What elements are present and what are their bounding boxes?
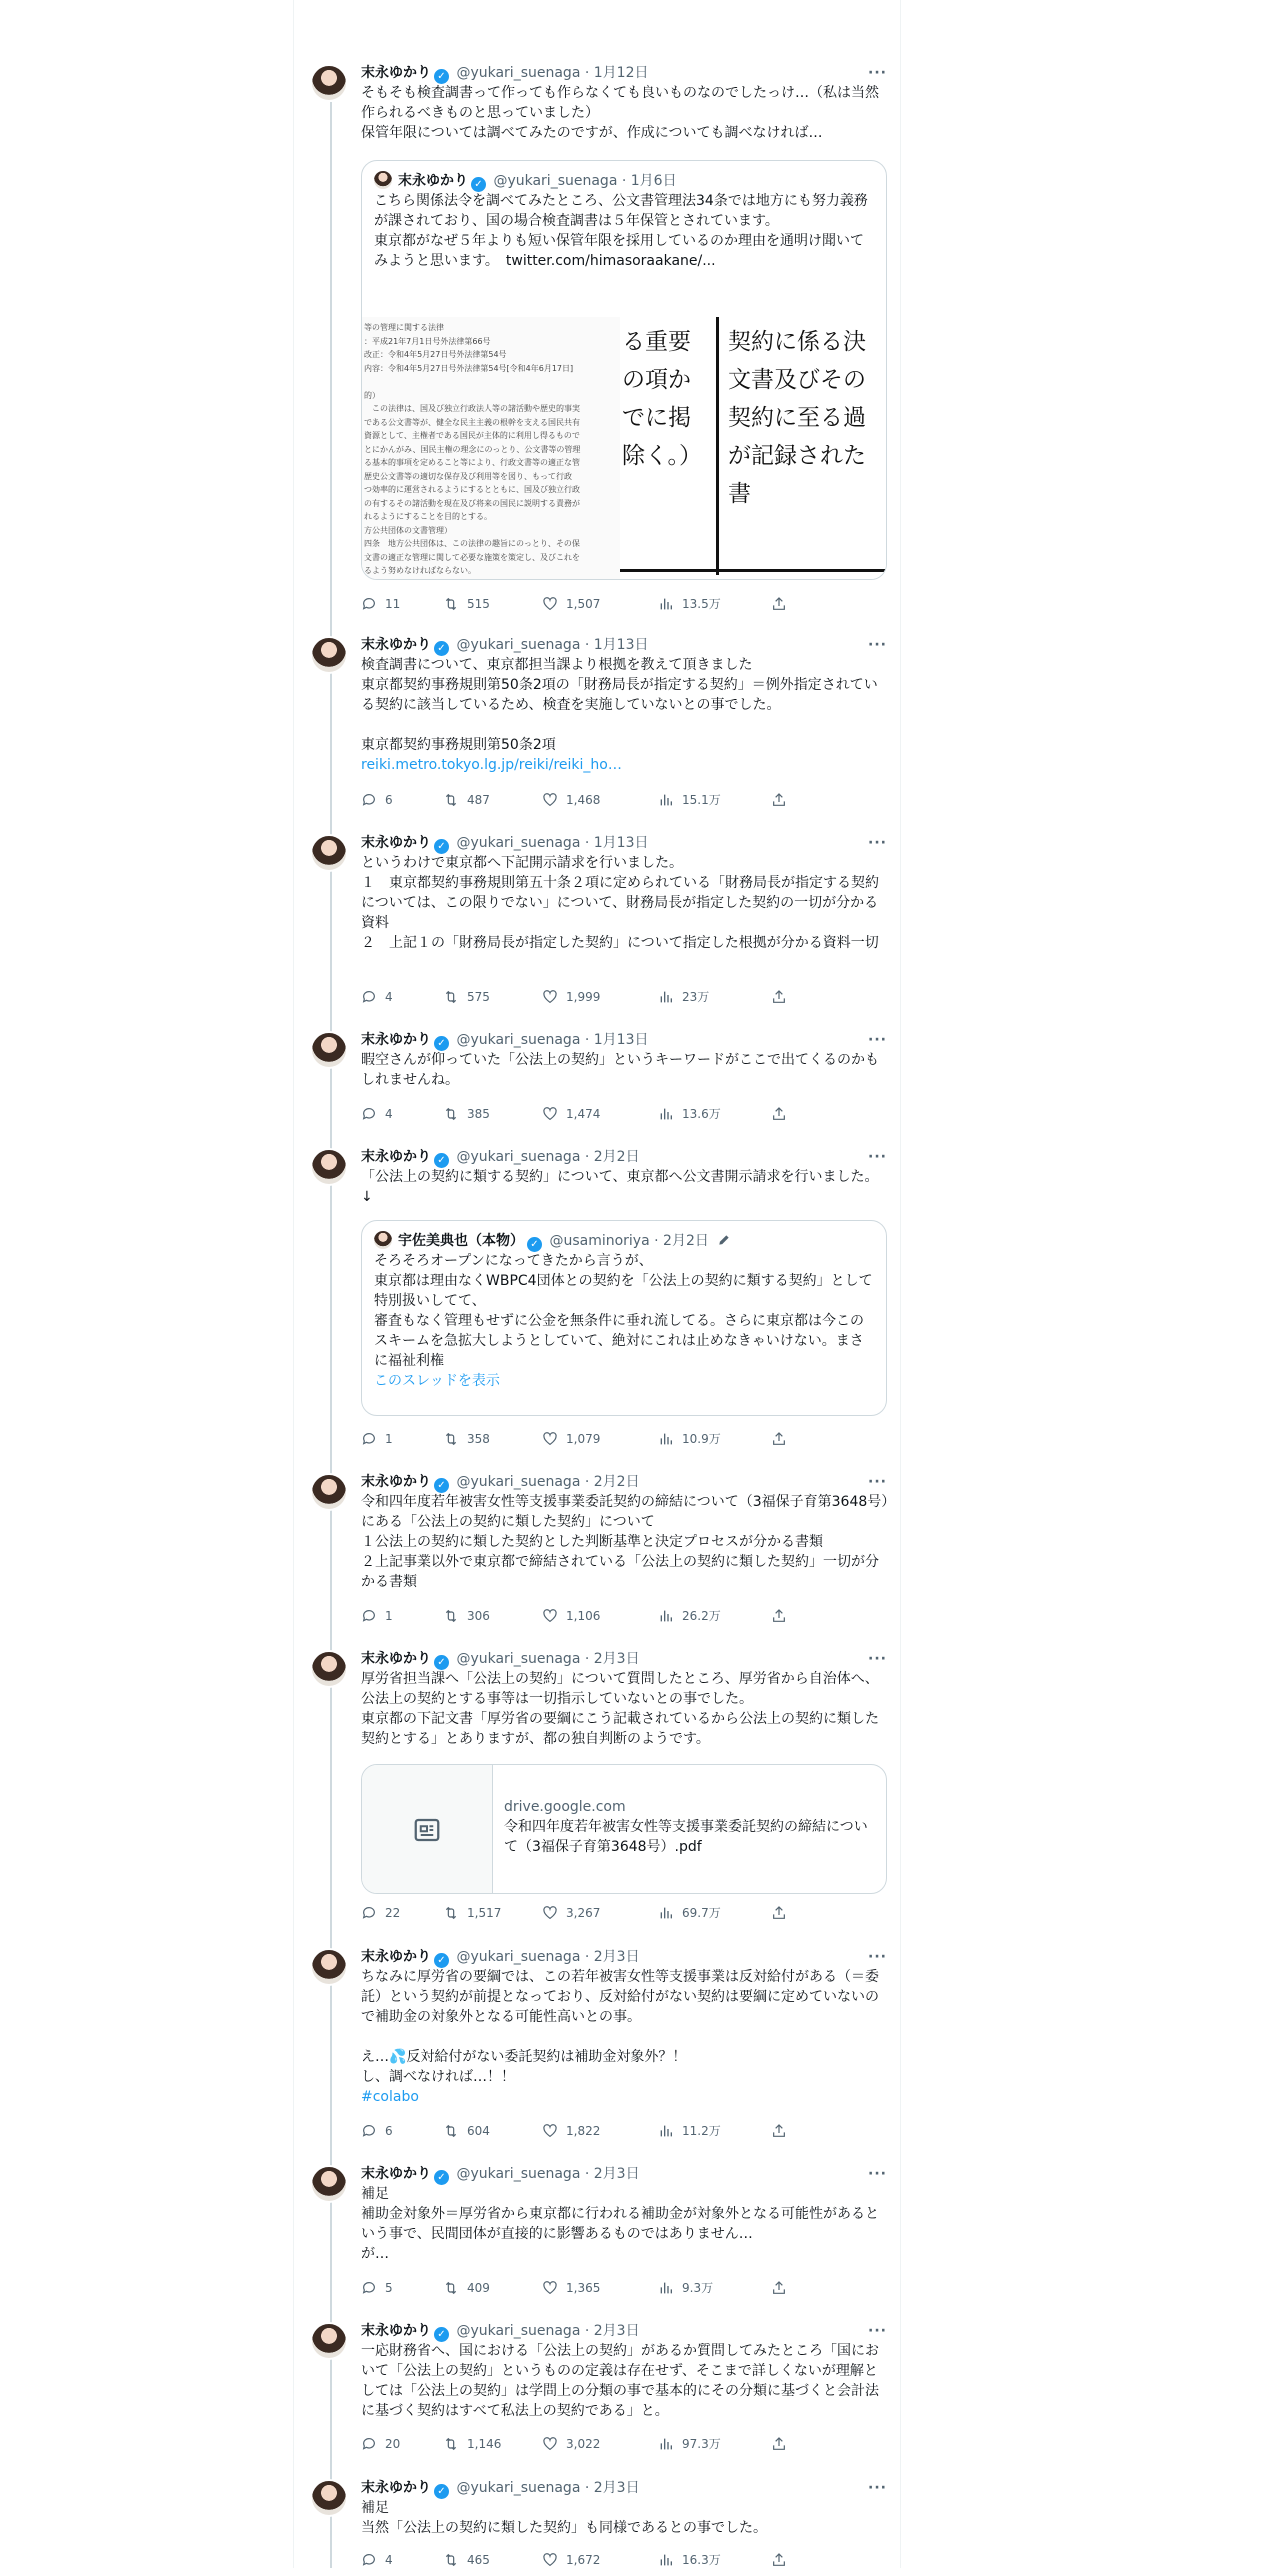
more-icon[interactable]: ··· xyxy=(868,2480,887,2496)
tweet-header: 末永ゆかり ✓ @yukari_suenaga · 2月2日 ··· xyxy=(361,1474,887,1491)
author-handle[interactable]: @yukari_suenaga xyxy=(456,65,581,81)
share-icon xyxy=(771,2280,787,2296)
tweet-text: 暇空さんが仰っていた「公法上の契約」というキーワードがここで出てくるのかもしれませんね。 xyxy=(361,1052,879,1088)
views-icon xyxy=(658,989,674,1005)
verified-icon: ✓ xyxy=(527,1237,542,1252)
quote-date: 1月6日 xyxy=(630,173,677,189)
tweet-date[interactable]: 1月13日 xyxy=(593,637,649,653)
heart-icon xyxy=(542,2280,558,2296)
avatar[interactable] xyxy=(310,1473,348,1511)
views-button[interactable]: 10.9万 xyxy=(658,1429,721,1449)
document-line: 資源として、主権者である国民が主体的に利用し得るもので xyxy=(364,431,580,440)
tweet-header: 末永ゆかり ✓ @yukari_suenaga · 1月12日 ··· xyxy=(361,65,887,82)
share-icon xyxy=(771,596,787,612)
quoted-tweet[interactable] xyxy=(361,1220,887,1416)
like-button[interactable]: 3,267 xyxy=(542,1903,600,1923)
document-line: 改正：令和4年5月27日号外法律第54号 xyxy=(364,350,507,359)
reply-icon xyxy=(361,792,377,808)
card-thumbnail xyxy=(362,1765,493,1893)
document-icon xyxy=(412,1815,442,1845)
tweet-header: 末永ゆかり ✓ @yukari_suenaga · 2月3日 ··· xyxy=(361,2166,887,2183)
views-icon xyxy=(658,2436,674,2452)
document-line: この法律は、国及び独立行政法人等の諸活動や歴史的事実 xyxy=(364,404,580,413)
author-name[interactable]: 末永ゆかり xyxy=(361,2166,431,2182)
retweet-icon xyxy=(443,1431,459,1447)
views-icon xyxy=(658,1905,674,1921)
retweet-button[interactable]: 358 xyxy=(443,1429,490,1449)
verified-icon: ✓ xyxy=(434,69,449,84)
reply-button[interactable]: 6 xyxy=(361,790,393,810)
heart-icon xyxy=(542,1608,558,1624)
tweet-text: 補足 補助金対象外＝厚労省から東京都に行われる補助金が対象外となる可能性があるという事で、民間団体が直接的に影響あるものではありません… が… xyxy=(361,2186,879,2262)
reply-icon xyxy=(361,1905,377,1921)
quoted-tweet[interactable] xyxy=(361,160,887,580)
verified-icon: ✓ xyxy=(434,2327,449,2342)
share-button[interactable] xyxy=(771,1606,795,1626)
pencil-icon xyxy=(717,1233,731,1247)
like-button[interactable]: 3,022 xyxy=(542,2434,600,2454)
views-icon xyxy=(658,596,674,612)
quote-text: そろそろオープンになってきたから言うが、 東京都は理由なくWBPC4団体との契約を「公法上の契約に類する契約」として特別扱いしてて、 審査もなく管理もせずに公金を無条件に垂れ流してる。さらに東京都は今このスキームを急拡大しようとしていて、絶対にこれは止めなきゃいけない。まさに福祉利権 xyxy=(374,1253,873,1369)
heart-icon xyxy=(542,989,558,1005)
verified-icon: ✓ xyxy=(434,2170,449,2185)
views-button[interactable]: 23万 xyxy=(658,987,709,1007)
avatar[interactable] xyxy=(310,834,348,872)
verified-icon: ✓ xyxy=(471,177,486,192)
reply-button[interactable]: 4 xyxy=(361,2550,393,2570)
share-button[interactable] xyxy=(771,1104,795,1124)
retweet-icon xyxy=(443,2436,459,2452)
zoomed-text-left: る重要 の項か でに掲 除く。） xyxy=(622,329,703,469)
verified-icon: ✓ xyxy=(434,1036,449,1051)
author-name[interactable]: 末永ゆかり xyxy=(361,637,431,653)
share-icon xyxy=(771,1608,787,1624)
retweet-button[interactable]: 1,146 xyxy=(443,2434,501,2454)
views-button[interactable]: 16.3万 xyxy=(658,2550,721,2570)
views-icon xyxy=(658,2123,674,2139)
tweet-text: 令和四年度若年被害女性等支援事業委託契約の締結について（3福保子育第3648号）にある「公法上の契約に類した契約」について １公法上の契約に類した契約とした判断基準と決定プロセスが分かる書類 ２上記事業以外で東京都で締結されている「公法上の契約に類した契約」一切が分かる書類 xyxy=(361,1494,889,1590)
document-line: 文書の適正な管理に関して必要な施策を策定し、及びこれを xyxy=(364,552,580,562)
verified-icon: ✓ xyxy=(434,2484,449,2499)
reply-icon xyxy=(361,2552,377,2568)
share-button[interactable] xyxy=(771,2121,795,2141)
retweet-icon xyxy=(443,1905,459,1921)
tweet-actions xyxy=(361,2121,791,2141)
author-handle[interactable]: @yukari_suenaga xyxy=(456,1474,581,1490)
author-name[interactable]: 末永ゆかり xyxy=(361,1032,431,1048)
tweet-header: 末永ゆかり ✓ @yukari_suenaga · 1月13日 ··· xyxy=(361,1032,887,1049)
heart-icon xyxy=(542,2436,558,2452)
tweet-text: 補足 当然「公法上の契約に類した契約」も同様であるとの事でした。 xyxy=(361,2500,767,2536)
tweet-header: 末永ゆかり ✓ @yukari_suenaga · 2月3日 ··· xyxy=(361,1651,887,1668)
reply-button[interactable]: 6 xyxy=(361,2121,393,2141)
document-text-lines xyxy=(362,317,620,579)
author-name[interactable]: 末永ゆかり xyxy=(361,2480,431,2496)
card-title: 令和四年度若年被害女性等支援事業委託契約の締結について（3福保子育第3648号）.pdf xyxy=(504,1819,868,1855)
more-icon[interactable]: ··· xyxy=(868,1949,887,1965)
table-divider xyxy=(716,317,719,575)
reply-icon xyxy=(361,596,377,612)
author-name[interactable]: 末永ゆかり xyxy=(361,1949,431,1965)
avatar[interactable] xyxy=(310,64,348,102)
views-button[interactable]: 11.2万 xyxy=(658,2121,721,2141)
avatar[interactable] xyxy=(310,636,348,674)
more-icon[interactable]: ··· xyxy=(868,1149,887,1165)
tweet-date[interactable]: 1月12日 xyxy=(593,65,649,81)
tweet-actions xyxy=(361,1429,791,1449)
share-icon xyxy=(771,2552,787,2568)
share-button[interactable] xyxy=(771,1429,795,1449)
views-button[interactable]: 69.7万 xyxy=(658,1903,721,1923)
heart-icon xyxy=(542,1905,558,1921)
share-button[interactable] xyxy=(771,594,795,614)
document-line: るよう努めなければならない。 xyxy=(364,566,476,575)
avatar[interactable] xyxy=(310,2479,348,2517)
share-button[interactable] xyxy=(771,2434,795,2454)
views-button[interactable]: 13.6万 xyxy=(658,1104,721,1124)
views-button[interactable]: 15.1万 xyxy=(658,790,721,810)
like-button[interactable]: 1,822 xyxy=(542,2121,600,2141)
tweet-actions xyxy=(361,594,791,614)
quote-date: 2月2日 xyxy=(663,1233,709,1249)
share-button[interactable] xyxy=(771,2278,795,2298)
reply-button[interactable]: 1 xyxy=(361,1429,393,1449)
views-icon xyxy=(658,1106,674,1122)
tweet-link[interactable]: reiki.metro.tokyo.lg.jp/reiki/reiki_ho… xyxy=(361,757,622,773)
views-button[interactable]: 97.3万 xyxy=(658,2434,721,2454)
hashtag-link[interactable]: #colabo xyxy=(361,2089,419,2105)
tweet-header: 末永ゆかり ✓ @yukari_suenaga · 2月3日 ··· xyxy=(361,2480,887,2497)
quote-avatar xyxy=(374,171,392,189)
retweet-icon xyxy=(443,2552,459,2568)
zoomed-text-right: 契約に係る決 文書及びその 契約に至る過 が記録された 書 xyxy=(728,329,866,507)
avatar[interactable] xyxy=(310,1650,348,1688)
views-icon xyxy=(658,792,674,808)
tweet-date[interactable]: 2月3日 xyxy=(593,2480,640,2496)
tweet-actions xyxy=(361,1104,791,1124)
retweet-button[interactable]: 575 xyxy=(443,987,490,1007)
avatar[interactable] xyxy=(310,1148,348,1186)
reply-button[interactable]: 1 xyxy=(361,1606,393,1626)
author-handle[interactable]: @yukari_suenaga xyxy=(456,1032,581,1048)
document-line: れるようにすることを目的とする。 xyxy=(364,512,492,521)
share-icon xyxy=(771,989,787,1005)
share-button[interactable] xyxy=(771,987,795,1007)
avatar[interactable] xyxy=(310,2165,348,2203)
reply-icon xyxy=(361,2280,377,2296)
tweet-text: 一応財務省へ、国における「公法上の契約」があるか質問してみたところ「国において「公法上の契約」というものの定義は存在せず、そこまで詳しくないが理解としては「公法上の契約」は学問上の分類の事で基本的にその分類に基づくと会計法に基づく契約はすべて私法上の契約である」と。 xyxy=(361,2343,879,2419)
author-handle[interactable]: @yukari_suenaga xyxy=(456,1949,581,1965)
quote-author-handle: @yukari_suenaga xyxy=(493,173,618,189)
reply-icon xyxy=(361,989,377,1005)
reply-button[interactable]: 11 xyxy=(361,594,400,614)
share-icon xyxy=(771,2436,787,2452)
document-line: ：平成21年7月1日号外法律第66号 xyxy=(364,336,491,346)
document-line: とにかんがみ、国民主権の理念にのっとり、公文書等の管理 xyxy=(364,444,581,454)
retweet-icon xyxy=(443,1608,459,1624)
more-icon[interactable]: ··· xyxy=(868,2323,887,2339)
reply-button[interactable]: 4 xyxy=(361,1104,393,1124)
more-icon[interactable]: ··· xyxy=(868,1474,887,1490)
quote-header: 宇佐美典也（本物） ✓ @usaminoriya · 2月2日 xyxy=(374,1231,874,1251)
reply-button[interactable]: 20 xyxy=(361,2434,400,2454)
reply-button[interactable]: 5 xyxy=(361,2278,393,2298)
retweet-icon xyxy=(443,792,459,808)
tweet-text: 検査調書について、東京都担当課より根拠を教えて頂きました 東京都契約事務規則第50条2項の「財務局長が指定する契約」＝例外指定されている契約に該当しているため、検査を実施していないとの事でした。 東京都契約事務規則第50条2項 xyxy=(361,657,878,753)
share-icon xyxy=(771,1431,787,1447)
law-document-image[interactable] xyxy=(362,317,620,579)
retweet-button[interactable]: 385 xyxy=(443,1104,490,1124)
tweet-actions xyxy=(361,1606,791,1626)
reply-icon xyxy=(361,2436,377,2452)
reply-button[interactable]: 4 xyxy=(361,987,393,1007)
quote-author-name: 宇佐美典也（本物） xyxy=(398,1233,524,1249)
retweet-icon xyxy=(443,989,459,1005)
tweet-header: 末永ゆかり ✓ @yukari_suenaga · 2月3日 ··· xyxy=(361,1949,887,1966)
more-icon[interactable]: ··· xyxy=(868,2166,887,2182)
quote-text: こちら関係法令を調べてみたところ、公文書管理法34条では地方にも努力義務が課されており、国の場合検査調書は５年保管とされています。 東京都がなぜ５年よりも短い保管年限を採用しているのか理由を通明け聞いてみようと思います。 twitter.com/himasoraakane/... xyxy=(374,193,868,269)
retweet-button[interactable]: 1,517 xyxy=(443,1903,501,1923)
views-button[interactable]: 13.5万 xyxy=(658,594,721,614)
like-button[interactable]: 1,507 xyxy=(542,594,600,614)
tweet-text: ちなみに厚労省の要綱では、この若年被害女性等支援事業は反対給付がある（＝委託）という契約が前提となっており、反対給付がない契約は要綱に定めていないので補助金の対象外となる可能性高いとの事。 え…💦反対給付がない委託契約は補助金対象外？！ し、調べなければ…！！ xyxy=(361,1969,879,2085)
views-icon xyxy=(658,1431,674,1447)
quote-header: 末永ゆかり ✓ @yukari_suenaga · 1月6日 xyxy=(374,171,874,191)
tweet-actions xyxy=(361,1903,791,1923)
more-icon[interactable]: ··· xyxy=(868,1032,887,1048)
document-line: 内容：令和4年5月27日号外法律第54号[令和4年6月17日] xyxy=(364,363,574,373)
tweet-date[interactable]: 2月2日 xyxy=(593,1474,640,1490)
author-handle[interactable]: @yukari_suenaga xyxy=(456,2323,581,2339)
document-line: る基本的事項を定めること等により、行政文書等の適正な管 xyxy=(364,458,580,467)
heart-icon xyxy=(542,1106,558,1122)
table-divider xyxy=(620,569,886,572)
like-button[interactable]: 1,672 xyxy=(542,2550,600,2570)
retweet-button[interactable]: 306 xyxy=(443,1606,490,1626)
tweet-actions xyxy=(361,2278,791,2298)
like-button[interactable]: 1,468 xyxy=(542,790,600,810)
tweet-header: 末永ゆかり ✓ @yukari_suenaga · 2月2日 ··· xyxy=(361,1149,887,1166)
tweet-date[interactable]: 2月2日 xyxy=(593,1149,640,1165)
reply-icon xyxy=(361,1431,377,1447)
document-line: の有するその諸活動を現在及び将来の国民に説明する責務が xyxy=(364,498,580,508)
card-domain: drive.google.com xyxy=(504,1799,626,1815)
tweet-actions xyxy=(361,2550,791,2570)
tweet-text: 「公法上の契約に類する契約」について、東京都へ公文書開示請求を行いました。↓ xyxy=(361,1169,879,1205)
tweet-header: 末永ゆかり ✓ @yukari_suenaga · 2月3日 ··· xyxy=(361,2323,887,2340)
author-name[interactable]: 末永ゆかり xyxy=(361,1474,431,1490)
author-name[interactable]: 末永ゆかり xyxy=(361,2323,431,2339)
like-button[interactable]: 1,079 xyxy=(542,1429,600,1449)
show-thread-link[interactable]: このスレッドを表示 xyxy=(374,1373,500,1389)
verified-icon: ✓ xyxy=(434,839,449,854)
retweet-icon xyxy=(443,2123,459,2139)
tweet-actions xyxy=(361,987,791,1007)
like-button[interactable]: 1,365 xyxy=(542,2278,600,2298)
retweet-button[interactable]: 487 xyxy=(443,790,490,810)
heart-icon xyxy=(542,792,558,808)
document-line: 等の管理に関する法律 xyxy=(364,323,444,332)
views-button[interactable]: 9.3万 xyxy=(658,2278,713,2298)
share-icon xyxy=(771,1106,787,1122)
document-line xyxy=(364,375,618,389)
document-line: 方公共団体の文書管理） xyxy=(364,525,452,535)
reply-icon xyxy=(361,1106,377,1122)
more-icon[interactable]: ··· xyxy=(868,1651,887,1667)
share-button[interactable] xyxy=(771,1903,795,1923)
tweet-text: そもそも検査調書って作っても作らなくても良いものなのでしたっけ…（私は当然作られるべきものと思っていました） 保管年限については調べてみたのですが、作成についても調べなければ… xyxy=(361,85,879,141)
heart-icon xyxy=(542,2123,558,2139)
tweet-text: 厚労省担当課へ「公法上の契約」について質問したところ、厚労省から自治体へ、公法上の契約とする事等は一切指示していないとの事でした。 東京都の下記文書「厚労省の要綱にこう記載されているから公法上の契約に類した契約とする」とありますが、都の独自判断のようです。 xyxy=(361,1671,879,1747)
share-button[interactable] xyxy=(771,790,795,810)
verified-icon: ✓ xyxy=(434,641,449,656)
zoomed-document-image[interactable] xyxy=(620,317,886,579)
tweet-date[interactable]: 2月3日 xyxy=(593,1949,640,1965)
author-name[interactable]: 末永ゆかり xyxy=(361,835,431,851)
views-icon xyxy=(658,1608,674,1624)
retweet-icon xyxy=(443,2280,459,2296)
author-handle[interactable]: @yukari_suenaga xyxy=(456,1149,581,1165)
tweet-date[interactable]: 1月13日 xyxy=(593,835,649,851)
views-button[interactable]: 26.2万 xyxy=(658,1606,721,1626)
quote-avatar xyxy=(374,1231,392,1249)
reply-icon xyxy=(361,2123,377,2139)
share-icon xyxy=(771,2123,787,2139)
views-icon xyxy=(658,2552,674,2568)
views-icon xyxy=(658,2280,674,2296)
tweet-date[interactable]: 2月3日 xyxy=(593,2323,640,2339)
heart-icon xyxy=(542,2552,558,2568)
author-name[interactable]: 末永ゆかり xyxy=(361,65,431,81)
more-icon[interactable]: ··· xyxy=(868,835,887,851)
like-button[interactable]: 1,999 xyxy=(542,987,600,1007)
share-button[interactable] xyxy=(771,2550,795,2570)
quote-author-handle: @usaminoriya xyxy=(549,1233,650,1249)
heart-icon xyxy=(542,1431,558,1447)
more-icon[interactable]: ··· xyxy=(868,637,887,653)
share-icon xyxy=(771,792,787,808)
tweet-header: 末永ゆかり ✓ @yukari_suenaga · 1月13日 ··· xyxy=(361,637,887,654)
reply-button[interactable]: 22 xyxy=(361,1903,400,1923)
verified-icon: ✓ xyxy=(434,1478,449,1493)
tweet-header: 末永ゆかり ✓ @yukari_suenaga · 1月13日 ··· xyxy=(361,835,887,852)
retweet-icon xyxy=(443,1106,459,1122)
link-card[interactable] xyxy=(361,1764,887,1894)
document-line: 的） xyxy=(364,390,380,400)
avatar[interactable] xyxy=(310,1031,348,1069)
verified-icon: ✓ xyxy=(434,1953,449,1968)
author-handle[interactable]: @yukari_suenaga xyxy=(456,637,581,653)
like-button[interactable]: 1,106 xyxy=(542,1606,600,1626)
tweet-date[interactable]: 2月3日 xyxy=(593,1651,640,1667)
retweet-button[interactable]: 515 xyxy=(443,594,490,614)
author-name[interactable]: 末永ゆかり xyxy=(361,1651,431,1667)
avatar[interactable] xyxy=(310,2322,348,2360)
tweet-date[interactable]: 1月13日 xyxy=(593,1032,649,1048)
author-name[interactable]: 末永ゆかり xyxy=(361,1149,431,1165)
document-line: である公文書等が、健全な民主主義の根幹を支える国民共有 xyxy=(364,417,580,427)
document-line: つ効率的に運営されるようにするとともに、国及び独立行政 xyxy=(364,485,580,494)
reply-icon xyxy=(361,1608,377,1624)
retweet-button[interactable]: 604 xyxy=(443,2121,490,2141)
tweet-text: というわけで東京都へ下記開示請求を行いました。 １ 東京都契約事務規則第五十条２項に定められている「財務局長が指定する契約については、この限りでない」について、財務局長が指定した契約の一切が分かる資料 ２ 上記１の「財務局長が指定した契約」について指定した根拠が分かる資料一切 xyxy=(361,855,879,951)
like-button[interactable]: 1,474 xyxy=(542,1104,600,1124)
quote-author-name: 末永ゆかり xyxy=(398,173,468,189)
document-line: 四条 地方公共団体は、この法律の趣旨にのっとり、その保 xyxy=(364,539,580,548)
verified-icon: ✓ xyxy=(434,1153,449,1168)
tweet-actions xyxy=(361,790,791,810)
heart-icon xyxy=(542,596,558,612)
author-handle[interactable]: @yukari_suenaga xyxy=(456,2480,581,2496)
author-handle[interactable]: @yukari_suenaga xyxy=(456,2166,581,2182)
more-icon[interactable]: ··· xyxy=(868,65,887,81)
share-icon xyxy=(771,1905,787,1921)
verified-icon: ✓ xyxy=(434,1655,449,1670)
retweet-button[interactable]: 409 xyxy=(443,2278,490,2298)
tweet-actions xyxy=(361,2434,791,2454)
author-handle[interactable]: @yukari_suenaga xyxy=(456,835,581,851)
author-handle[interactable]: @yukari_suenaga xyxy=(456,1651,581,1667)
retweet-icon xyxy=(443,596,459,612)
retweet-button[interactable]: 465 xyxy=(443,2550,490,2570)
tweet-date[interactable]: 2月3日 xyxy=(593,2166,640,2182)
avatar[interactable] xyxy=(310,1948,348,1986)
document-line: 歴史公文書等の適切な保存及び利用等を図り、もって行政 xyxy=(364,471,572,481)
